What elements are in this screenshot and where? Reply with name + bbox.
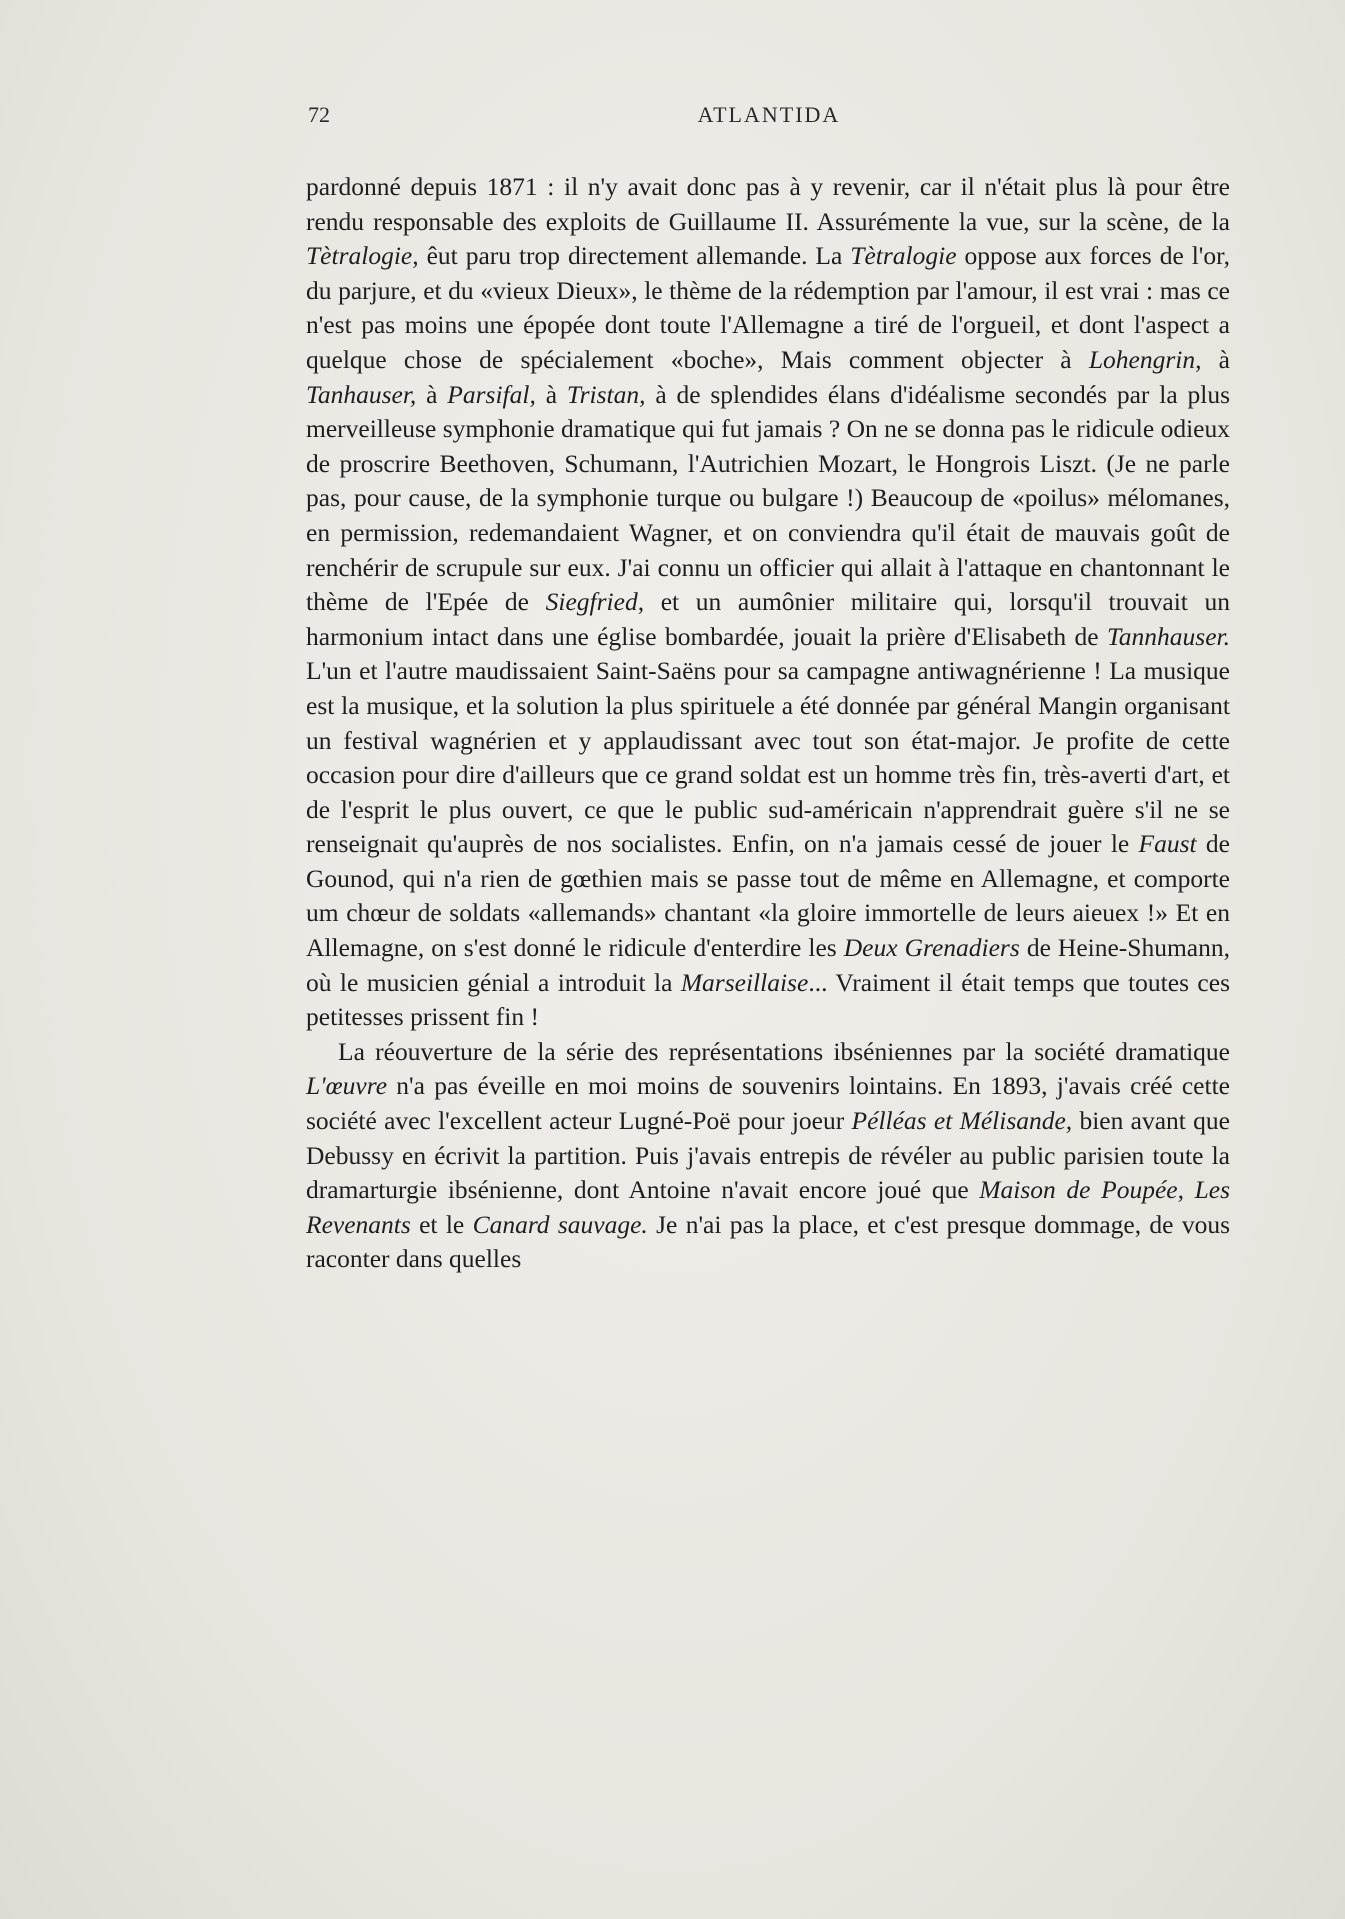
text-segment: La réouverture de la série des représentations ibséniennes par la société dramatique	[338, 1036, 1230, 1066]
italic-title: Tanhauser,	[306, 379, 417, 409]
page-header	[308, 102, 1230, 136]
paragraph-1	[306, 170, 1230, 1035]
text-segment: ... Vraiment il était temps que toutes ces petitesses prissent fin !	[306, 967, 1230, 1032]
italic-title: Canard sauvage.	[472, 1209, 648, 1239]
body-text	[306, 170, 1230, 1277]
text-segment: bien avant que Debussy en écrivit la partition. Puis j'avais entrepis de révéler au public parisien toute la dramarturgie ibsénienne, dont Antoine n'avait encore joué que	[306, 1106, 1230, 1205]
italic-title: Pélléas et Mélisande,	[851, 1106, 1073, 1136]
italic-title: Lohengrin,	[1088, 344, 1202, 374]
italic-title: Tannhauser.	[1106, 621, 1230, 651]
text-segment: à	[1201, 344, 1230, 374]
italic-title: Parsifal,	[447, 379, 536, 409]
text-segment: et le	[410, 1209, 473, 1239]
italic-title: L'œuvre	[306, 1071, 388, 1101]
italic-title: Faust	[1138, 829, 1197, 859]
text-segment: et un aumônier militaire qui, lorsqu'il trouvait un harmonium intact dans une église bombardée, jouait la prière d'Elisabeth de	[306, 587, 1231, 651]
text-segment: n'a pas éveille en moi moins de souvenirs lointains. En 1893, j'avais créé cette société avec l'excellent acteur Lugné-Poë pour joeur	[306, 1071, 1230, 1136]
text-segment: L'un et l'autre maudissaient Saint-Saëns pour sa campagne antiwagnérienne ! La musique est la musique, et la solution la plus spirituele a été donnée par général Mangin organisant un festival wagnérien et y applaudissant avec tout son état-major. Je profite de cette occasion pour dire d'ailleurs que ce grand soldat est un homme très fin, très-averti d'art, et de l'esprit le plus ouvert, ce que le public sud-américain n'apprendrait guère s'il ne se renseignait qu'auprès de nos socialistes. Enfin, on n'a jamais cessé de jouer le	[306, 656, 1230, 859]
text-segment: êut paru trop directement allemande. La	[418, 241, 851, 271]
text-segment: de Heine-Shumann, où le musicien génial a introduit la	[306, 933, 1230, 997]
text-segment: à	[535, 379, 567, 409]
italic-title: Tètralogie,	[306, 241, 419, 271]
page-number: 72	[308, 102, 330, 127]
text-segment: Je n'ai pas la place, et c'est presque dommage, de vous raconter dans quelles	[306, 1209, 1230, 1274]
italic-title: Tristan,	[566, 379, 646, 409]
italic-title: Deux Grenadiers	[843, 933, 1020, 963]
text-segment: oppose aux forces de l'or, du parjure, et du «vieux Dieux», le thème de la rédemption par l'amour, il est vrai : mas ce n'est pas moins une épopée dont toute l'Allemagne a tiré de l'orgueil, et dont l'aspect a quelque chose de spécialement «boche», Mais comment objecter à	[306, 241, 1230, 374]
text-segment: de Gounod, qui n'a rien de gœthien mais se passe tout de même en Allemagne, et comporte um chœur de soldats «allemands» chantant «la gloire immortelle de leurs aieuex !» Et en Allemagne, on s'est donné le ridicule d'enterdire les	[306, 829, 1230, 963]
italic-title: Siegfried,	[545, 587, 645, 617]
paragraph-2	[306, 1035, 1230, 1277]
text-segment: à	[416, 379, 448, 409]
italic-title: Marseillaise	[680, 967, 809, 997]
text-segment: pardonné depuis 1871 : il n'y avait donc pas à y revenir, car il n'était plus là pour être rendu responsable des exploits de Guillaume II. Assurémente la vue, sur la scène, de la	[306, 172, 1230, 236]
running-title: ATLANTIDA	[697, 102, 841, 127]
italic-title: Maison de Poupée, Les Revenants	[306, 1175, 1230, 1239]
text-segment: à de splendides élans d'idéalisme secondés par la plus merveilleuse symphonie dramatique qui fut jamais ? On ne se donna pas le ridicule odieux de proscrire Beethoven, Schumann, l'Autrichien Mozart, le Hongrois Liszt. (Je ne parle pas, pour cause, de la symphonie turque ou bulgare !) Beaucoup de «poilus» mélomanes, en permission, redemandaient Wagner, et on conviendra qu'il était de mauvais goût de renchérir de scrupule sur eux. J'ai connu un officier qui allait à l'attaque en chantonnant le thème de l'Epée de	[306, 379, 1230, 617]
italic-title: Tètralogie	[850, 241, 957, 271]
